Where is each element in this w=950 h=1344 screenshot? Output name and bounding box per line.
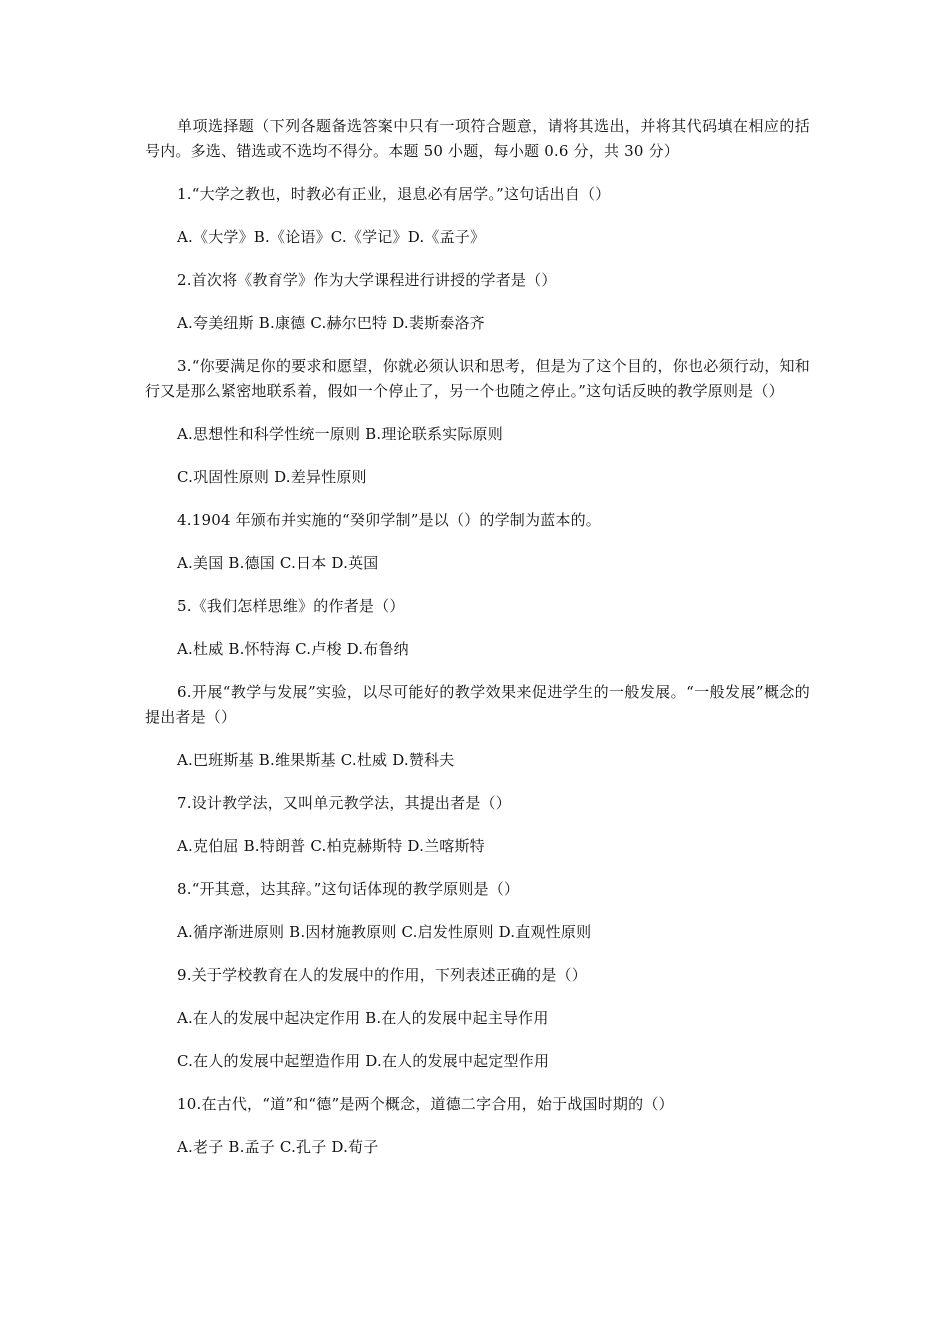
question-3: 3.“你要满足你的要求和愿望，你就必须认识和思考，但是为了这个目的，你也必须行动，知和行又是那么紧密地联系着，假如一个停止了，另一个也随之停止。”这句话反映的教学原则是（） xyxy=(145,357,810,400)
options-8: A.循序渐进原则 B.因材施教原则 C.启发性原则 D.直观性原则 xyxy=(177,923,592,941)
question-8: 8.“开其意，达其辞。”这句话体现的教学原则是（） xyxy=(177,880,520,898)
options-7: A.克伯屈 B.特朗普 C.柏克赫斯特 D.兰喀斯特 xyxy=(177,837,485,855)
question-2: 2.首次将《教育学》作为大学课程进行讲授的学者是（） xyxy=(177,271,557,289)
question-6: 6.开展“教学与发展”实验，以尽可能好的教学效果来促进学生的一般发展。“一般发展”概念的提出者是（） xyxy=(145,683,810,726)
options-9-line-2: C.在人的发展中起塑造作用 D.在人的发展中起定型作用 xyxy=(177,1052,550,1070)
question-5: 5.《我们怎样思维》的作者是（） xyxy=(177,597,405,615)
options-4: A.美国 B.德国 C.日本 D.英国 xyxy=(177,554,379,572)
options-3-line-1: A.思想性和科学性统一原则 B.理论联系实际原则 xyxy=(177,425,503,443)
question-4: 4.1904 年颁布并实施的“癸卯学制”是以（）的学制为蓝本的。 xyxy=(177,511,601,529)
options-5: A.杜威 B.怀特海 C.卢梭 D.布鲁纳 xyxy=(177,640,409,658)
options-2: A.夸美纽斯 B.康德 C.赫尔巴特 D.裴斯泰洛齐 xyxy=(177,314,485,332)
options-9-line-1: A.在人的发展中起决定作用 B.在人的发展中起主导作用 xyxy=(177,1009,549,1027)
options-1: A.《大学》B.《论语》C.《学记》D.《孟子》 xyxy=(177,228,486,246)
options-6: A.巴班斯基 B.维果斯基 C.杜威 D.赞科夫 xyxy=(177,751,455,769)
question-10: 10.在古代，“道”和“德”是两个概念，道德二字合用，始于战国时期的（） xyxy=(177,1095,674,1113)
section-intro: 单项选择题（下列各题备选答案中只有一项符合题意，请将其选出，并将其代码填在相应的括号内。多选、错选或不选均不得分。本题 50 小题，每小题 0.6 分，共 30 分） xyxy=(145,117,810,160)
document-page xyxy=(145,114,810,1178)
question-1: 1.“大学之教也，时教必有正业，退息必有居学。”这句话出自（） xyxy=(177,185,611,203)
options-3-line-2: C.巩固性原则 D.差异性原则 xyxy=(177,468,367,486)
question-9: 9.关于学校教育在人的发展中的作用，下列表述正确的是（） xyxy=(177,966,587,984)
question-7: 7.设计教学法，又叫单元教学法，其提出者是（） xyxy=(177,794,511,812)
options-10: A.老子 B.孟子 C.孔子 D.荀子 xyxy=(177,1138,379,1156)
